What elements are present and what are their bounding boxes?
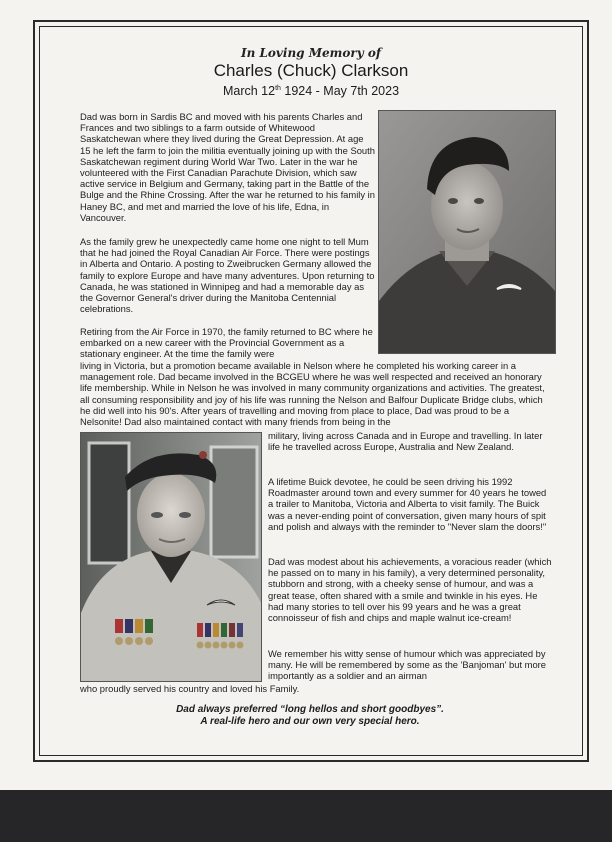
obituary-paragraph-3c: military, living across Canada and in Europe and travelling. In later life he travelled across Europe, Australia and New Zealand.	[268, 430, 543, 453]
closing-line-1: Dad always preferred “long hellos and short goodbyes”.	[176, 704, 444, 715]
obituary-paragraph-5: Dad was modest about his achievements, a voracious reader (which he passed on to many in his family), a very determined personality, stubborn and strong, with a cheeky sense of humour, and was a great tease, often shared with a smile and twinkle in his eyes. He had many stories to tell over his 99 years and he was a great connoisseur of fish and chips and maple walnut ice-cream!	[268, 556, 552, 624]
obituary-paragraph-2: As the family grew he unexpectedly came home one night to tell Mum that he had joined the Royal Canadian Air Force. There were postings in Alberta and Ontario. A posting to Zweibrucken Germany allowed the family to explore Europe and have many adventures. Upon returning to Canada, he was stationed in Winnipeg and had a memorable day as the Governor General's driver during the Manitoba Centennial celebrations.	[80, 236, 375, 315]
obituary-paragraph-3b: living in Victoria, but a promotion became available in Nelson where he completed his working career in a management role. Dad became involved in the BCGEU where he was well respected and received an honorary life membership. While in Nelson he was involved in many community organizations and activities. The greatest, all consuming responsibility and joy of his life was running the Nelson and Balfour Duplicate Bridge clubs, which he did well into his 90's. After years of travelling and moving from place to place, Dad was proud to be a Nelsonite! Dad also maintained contact with many friends from being in the	[80, 360, 545, 428]
header	[40, 46, 582, 99]
deceased-name: Charles (Chuck) Clarkson	[213, 61, 409, 80]
closing-line-2: A real-life hero and our own very special hero.	[200, 716, 420, 727]
obituary-paragraph-3a: Retiring from the Air Force in 1970, the family returned to BC where he embarked on a new career with the Provincial Government as a stationary engineer. At the time the family were	[80, 326, 373, 360]
obituary-paragraph-6b: who proudly served his country and loved his Family.	[80, 683, 300, 694]
closing-quote	[60, 704, 560, 728]
obituary-paragraph-1: Dad was born in Sardis BC and moved with his parents Charles and Frances and two siblings to a farm outside of Whitewood Saskatchewan where they lived during the Great Depression. At age 15 he left the farm to join the militia eventually joining up with the South Saskatchewan regiment during World War Two. Later in the war he volunteered with the First Canadian Parachute Division, which saw active service in Belgium and Germany, taking part in the Battle of the Bulge and the Rhine Crossing. After the war he returned to his family in Haney BC, and met and married the love of his life, Edna, in Vancouver.	[80, 111, 375, 223]
scan-background	[0, 790, 612, 842]
obituary-paragraph-4: A lifetime Buick devotee, he could be seen driving his 1992 Roadmaster around town and every summer for 40 years he towed a trailer to Manitoba, Victoria and Alberta to visit family. The Buick was a never-ending point of conversation, given many hours of spit and polish and always with the reminder to "Never slam the doors!"	[268, 476, 547, 532]
obituary-paragraph-6a: We remember his witty sense of humour which was appreciated by many. He will be remembered by some as the 'Banjoman' but more importantly as a soldier and an airman	[268, 648, 547, 682]
in-loving-memory-heading: In Loving Memory of	[240, 46, 382, 60]
elder-veteran-photo	[80, 432, 262, 682]
young-soldier-photo	[378, 110, 556, 354]
life-dates: March 12th 1924 - May 7th 2023	[222, 84, 400, 99]
